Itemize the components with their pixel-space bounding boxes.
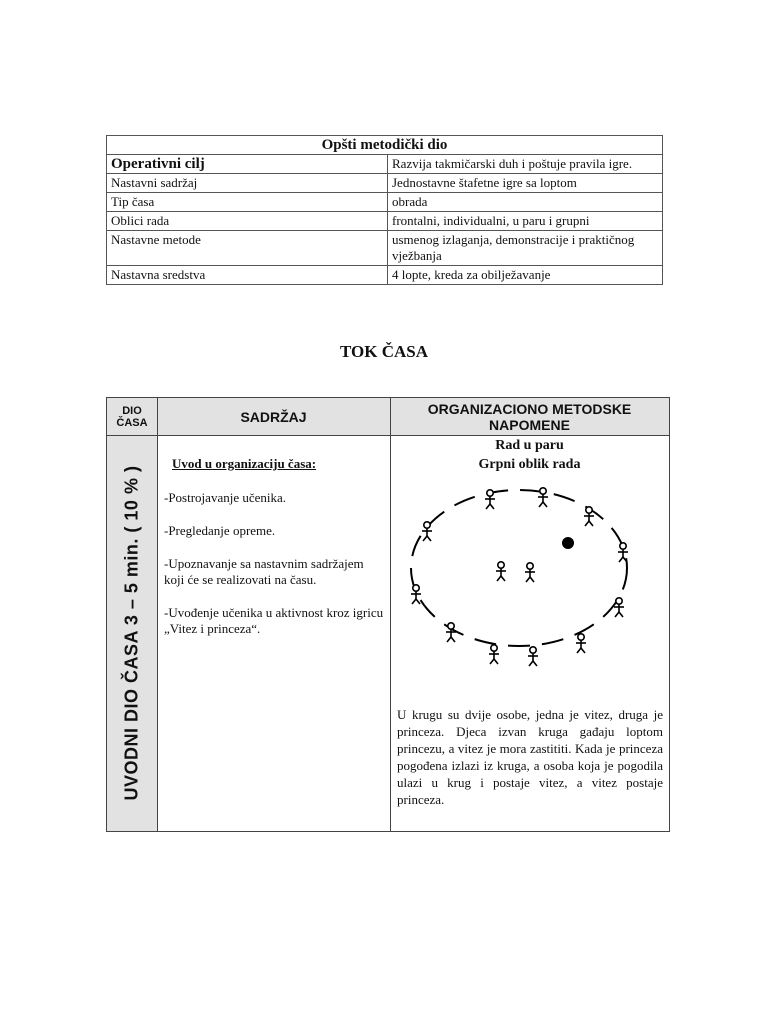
info-label: Oblici rada xyxy=(107,212,388,231)
ball-icon xyxy=(562,537,574,549)
content-item: -Uvođenje učenika u aktivnost kroz igricu „Vitez i princeza“. xyxy=(164,605,384,636)
notes-title xyxy=(390,436,669,474)
part-label: UVODNI DIO ČASA 3 – 5 min. ( 10 % ) xyxy=(121,465,142,801)
info-value: 4 lopte, kreda za obilježavanje xyxy=(388,266,663,285)
info-label: Nastavna sredstva xyxy=(107,266,388,285)
content-item: -Postrojavanje učenika. xyxy=(164,490,287,505)
dashed-circle xyxy=(411,490,627,646)
info-label: Operativni cilj xyxy=(107,155,388,174)
info-table xyxy=(106,135,663,285)
column-divider xyxy=(157,398,158,831)
info-value: Jednostavne štafetne igre sa loptom xyxy=(388,174,663,193)
content-item: -Pregledanje opreme. xyxy=(164,523,276,538)
col-header-part: DIO ČASA xyxy=(107,398,157,436)
content-cell xyxy=(164,456,386,654)
info-label: Nastavne metode xyxy=(107,231,388,266)
player-figure xyxy=(576,634,586,653)
player-figure xyxy=(411,585,421,604)
game-circle-diagram xyxy=(397,483,657,683)
info-value: Razvija takmičarski duh i poštuje pravila igre. xyxy=(388,155,663,174)
info-label: Nastavni sadržaj xyxy=(107,174,388,193)
player-figure xyxy=(422,522,432,541)
player-figure xyxy=(446,623,456,642)
section-title: TOK ČASA xyxy=(339,342,428,361)
info-value: frontalni, individualni, u paru i grupni xyxy=(388,212,663,231)
notes-title-line-2: Grpni oblik rada xyxy=(478,457,581,472)
player-figure xyxy=(538,488,548,507)
content-item: -Upoznavanje sa nastavnim sadržajem koji će se realizovati na času. xyxy=(164,556,364,587)
player-figure xyxy=(485,490,495,509)
info-value: usmenog izlaganja, demonstracije i praktičnog vježbanja xyxy=(388,231,663,266)
info-value: obrada xyxy=(388,193,663,212)
notes-description: U krugu su dvije osobe, jedna je vitez, druga je princeza. Djeca izvan kruga gađaju loptom princezu, a vitez je mora zastititi. Kada je princeza pogođena izlazi iz kruga, a osoba koja je pogodila ulazi u krug i postaje vitez, a vitez postaje princeza. xyxy=(397,707,663,807)
notes-title-line-1: Rad u paru xyxy=(495,438,564,453)
player-figure xyxy=(489,645,499,664)
info-label: Tip časa xyxy=(107,193,388,212)
col-header-content: SADRŽAJ xyxy=(157,398,390,436)
content-heading: Uvod u organizaciju časa: xyxy=(172,456,317,471)
part-sidebar xyxy=(107,436,157,831)
lesson-table xyxy=(106,397,670,832)
col-header-notes: ORGANIZACIONO METODSKE NAPOMENE xyxy=(390,398,669,436)
player-figure xyxy=(528,647,538,666)
player-figure xyxy=(584,507,594,526)
princess-figure xyxy=(525,563,535,582)
info-table-header: Opšti metodički dio xyxy=(107,136,663,155)
knight-figure xyxy=(496,562,506,581)
player-figure xyxy=(614,598,624,617)
